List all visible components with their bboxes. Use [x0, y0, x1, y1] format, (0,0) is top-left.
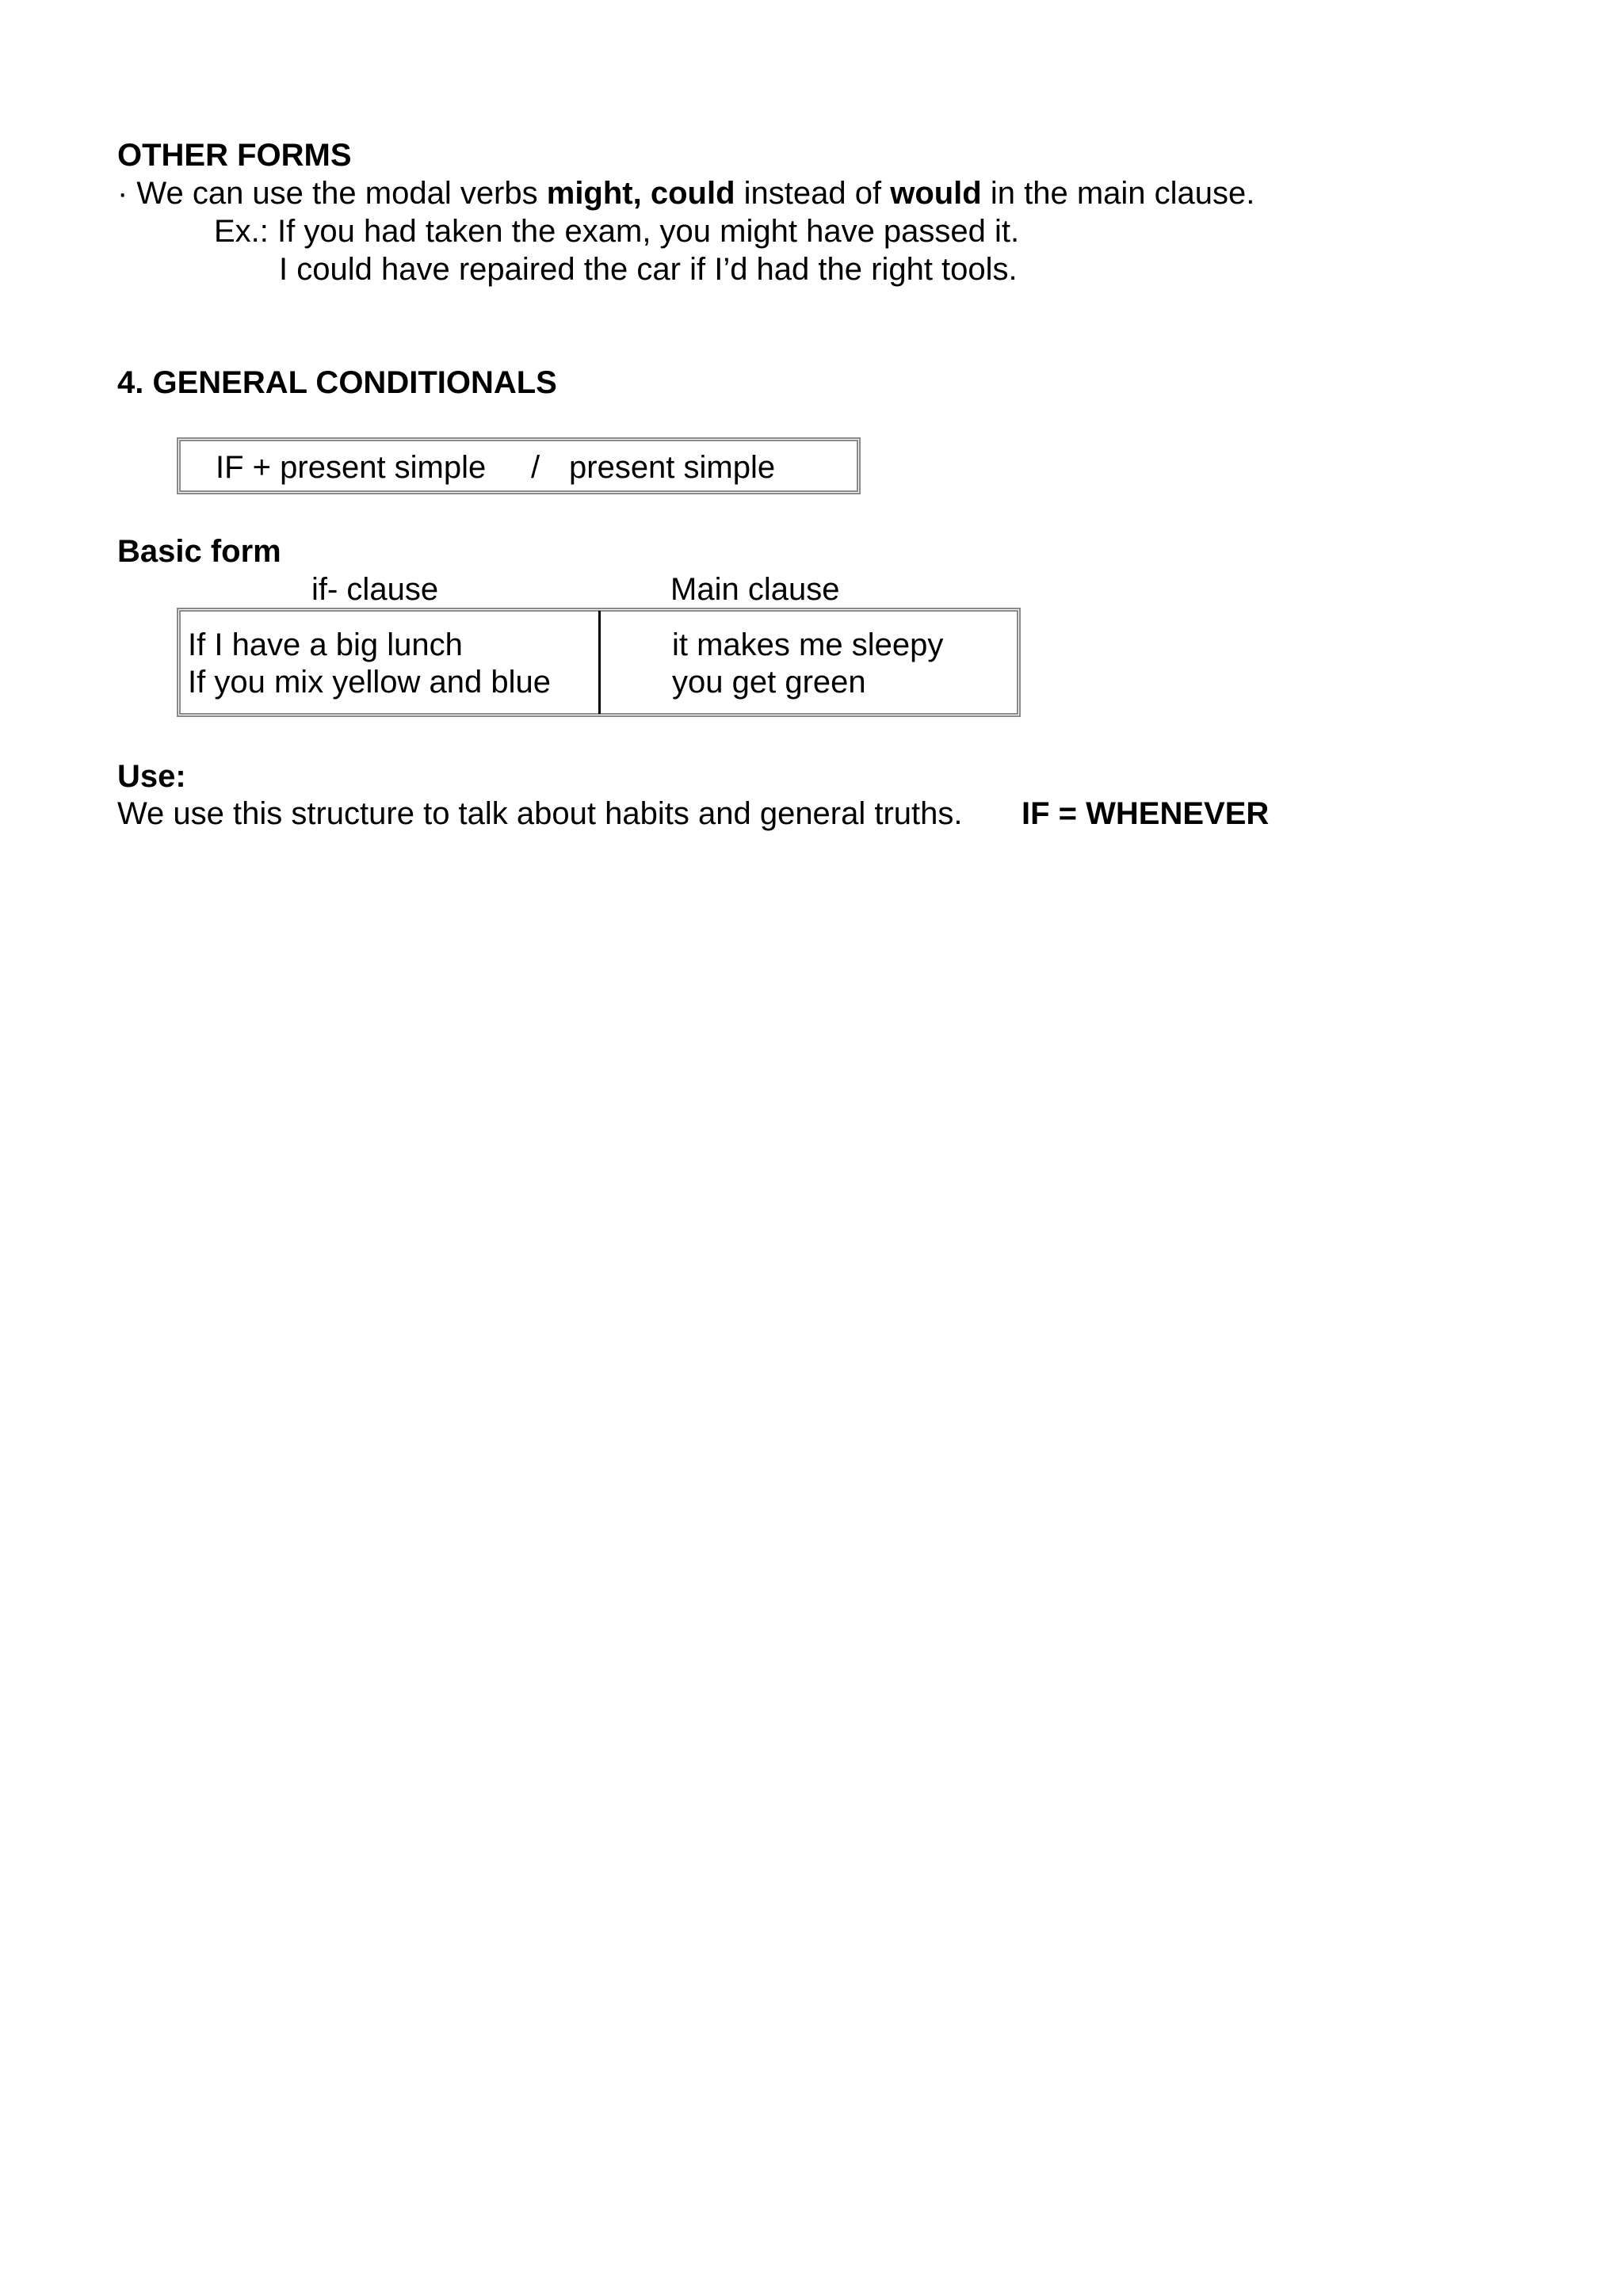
use-heading: Use:: [117, 759, 186, 794]
formula-right: present simple: [569, 450, 776, 485]
general-conditionals-heading: 4. GENERAL CONDITIONALS: [117, 365, 557, 400]
formula-left: IF + present simple: [216, 450, 487, 485]
basic-form-heading: Basic form: [117, 534, 281, 569]
bullet-bold-modals: might, could: [546, 176, 735, 211]
table-row-2-if: If you mix yellow and blue: [188, 665, 552, 700]
bullet-text-prefix: · We can use the modal verbs: [117, 176, 547, 211]
table-row-1-if: If I have a big lunch: [188, 627, 463, 662]
use-text: We use this structure to talk about habits and general truths.: [117, 796, 963, 831]
bullet-text-middle: instead of: [735, 176, 891, 211]
bullet-bold-would: would: [890, 176, 982, 211]
use-emphasis: IF = WHENEVER: [1022, 796, 1270, 831]
bullet-text-suffix: in the main clause.: [981, 176, 1255, 211]
example-line-1: Ex.: If you had taken the exam, you might have passed it.: [214, 214, 1020, 249]
example-line-2: I could have repaired the car if I’d had the right tools.: [279, 252, 1018, 287]
table-row-1-main: it makes me sleepy: [672, 627, 944, 662]
other-forms-heading: OTHER FORMS: [117, 138, 352, 173]
modal-verbs-bullet: [117, 177, 1254, 209]
table-row-2-main: you get green: [672, 665, 866, 700]
col-header-main-clause: Main clause: [670, 572, 840, 607]
formula-separator: /: [531, 450, 540, 485]
col-header-if-clause: if- clause: [311, 572, 439, 607]
table-column-divider: [598, 611, 601, 714]
